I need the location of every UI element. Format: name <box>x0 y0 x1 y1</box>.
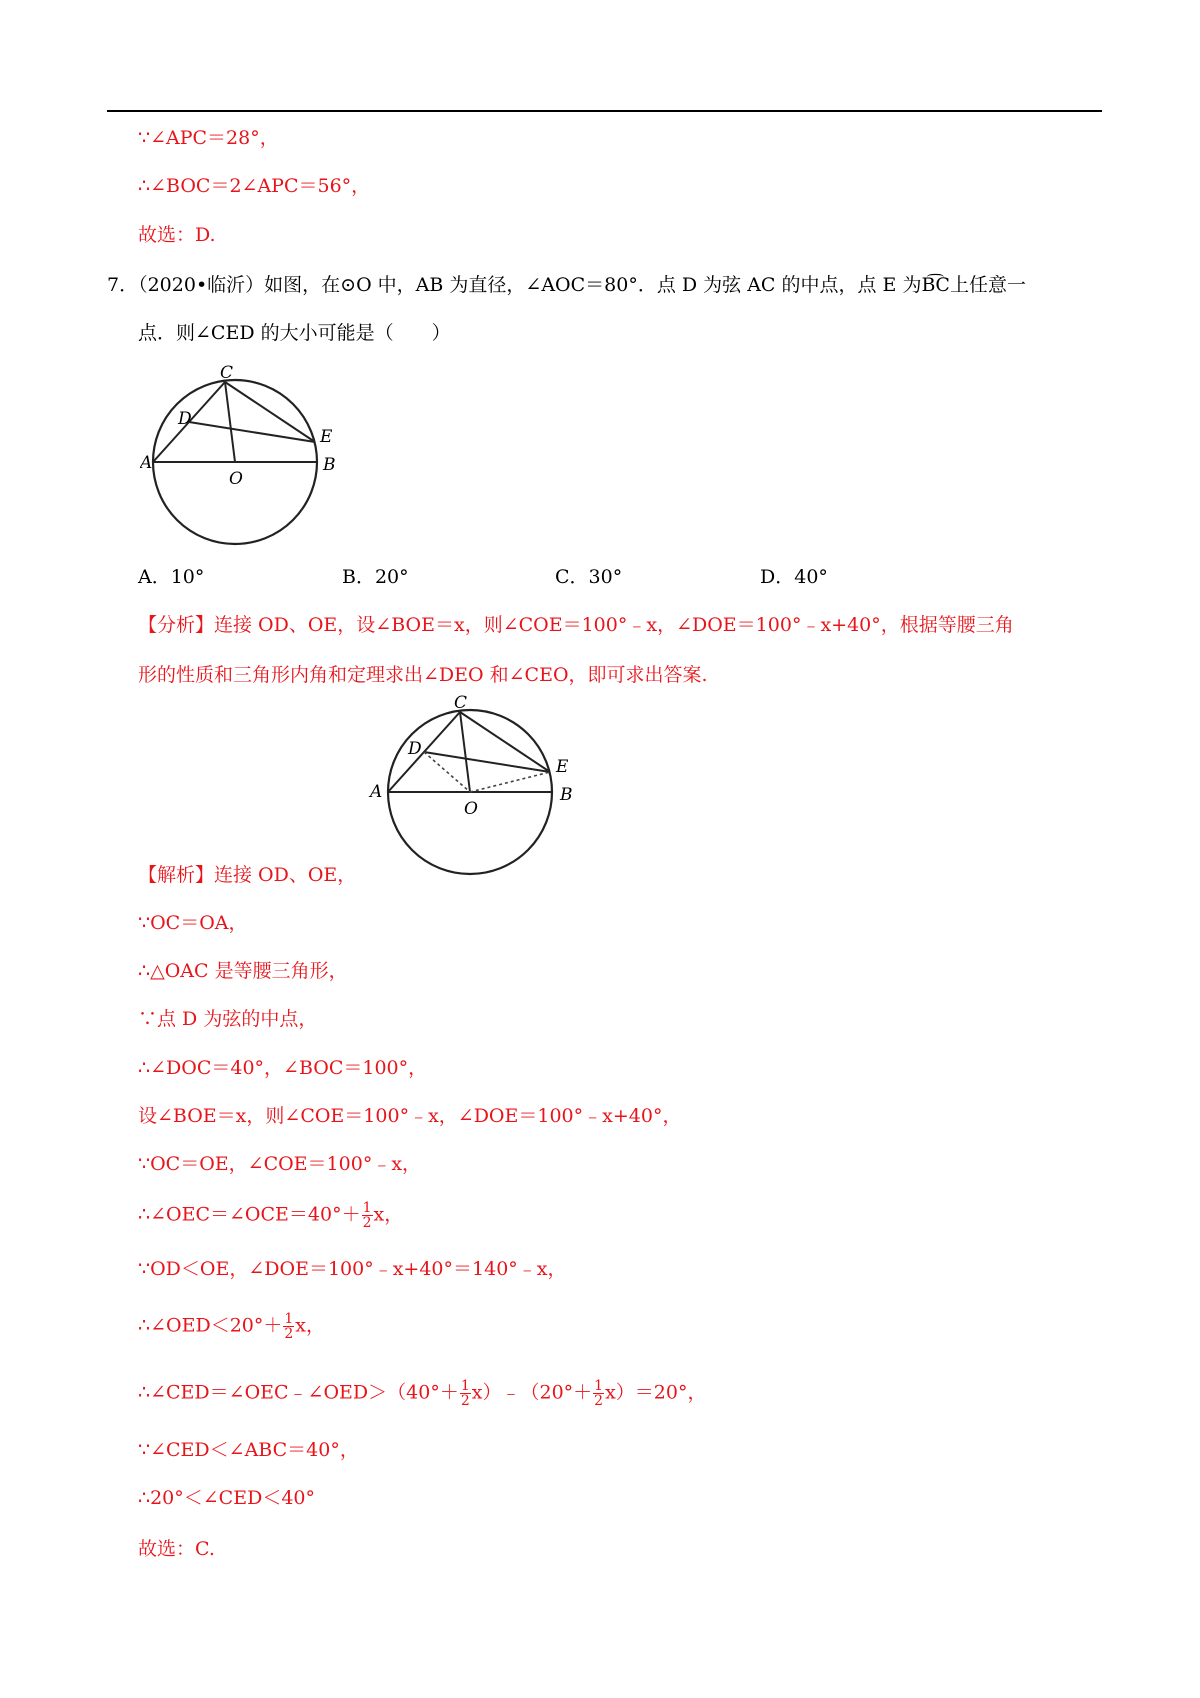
solution-line-7: ∵OC＝OE，∠COE＝100°﹣x， <box>138 1153 422 1175</box>
fraction-denominator: 2 <box>284 1326 294 1342</box>
question-text-line-1: 7．（2020•临沂）如图，在⊙O 中，AB 为直径，∠AOC＝80°．点 D 为弦 AC 的中点，点 E 为B͡C上任意一 <box>107 274 1026 296</box>
fraction-denominator: 2 <box>362 1215 372 1231</box>
solution-line-2: ∵OC＝OA， <box>138 912 248 934</box>
solution-line-13: ∴20°＜∠CED＜40° <box>138 1487 316 1509</box>
option-a: A．10° <box>138 566 205 588</box>
solution-line-11 <box>138 1379 707 1408</box>
solution-line-11-text-b: x）﹣（20°＋ <box>471 1381 593 1404</box>
solution-line-4: ∵点 D 为弦的中点， <box>138 1008 318 1030</box>
figure-label-e: E <box>320 427 333 447</box>
header-rule <box>107 110 1102 112</box>
figure2-label-d: D <box>408 739 422 759</box>
solution-line-1: 【解析】连接 OD、OE， <box>138 864 357 886</box>
fraction-numerator: 1 <box>594 1378 604 1394</box>
solution-line-10 <box>138 1312 325 1341</box>
solution-line-8 <box>138 1201 403 1230</box>
fraction-numerator: 1 <box>362 1200 372 1216</box>
fraction-denominator: 2 <box>460 1393 470 1409</box>
question-text-line-2: 点．则∠CED 的大小可能是（ ） <box>138 322 451 344</box>
figure-label-c: C <box>220 363 234 383</box>
solution-line-12: ∵∠CED＜∠ABC＝40°， <box>138 1439 359 1461</box>
fraction-half <box>283 1312 294 1341</box>
prev-solution-line-2: ∴∠BOC＝2∠APC＝56°， <box>138 175 371 197</box>
solution-answer: 故选：C. <box>138 1538 215 1560</box>
fraction-denominator: 2 <box>594 1393 604 1409</box>
solution-line-3: ∴△OAC 是等腰三角形， <box>138 960 348 982</box>
option-b: B．20° <box>342 566 409 588</box>
fraction-numerator: 1 <box>460 1378 470 1394</box>
fraction-half <box>593 1379 604 1408</box>
figure2-label-c: C <box>454 693 468 713</box>
figure2-label-o: O <box>464 799 478 819</box>
figure2-label-a: A <box>370 782 383 802</box>
figure-label-d: D <box>178 409 192 429</box>
solution-line-8-text-b: x， <box>373 1203 404 1226</box>
fraction-numerator: 1 <box>284 1311 294 1327</box>
solution-line-5: ∴∠DOC＝40°，∠BOC＝100°， <box>138 1057 428 1079</box>
solution-line-10-text-b: x， <box>295 1314 326 1337</box>
figure-label-o: O <box>229 469 243 489</box>
option-c: C．30° <box>555 566 623 588</box>
solution-line-6: 设∠BOE＝x，则∠COE＝100°﹣x，∠DOE＝100°﹣x+40°， <box>138 1105 682 1127</box>
solution-line-11-text-c: x）＝20°， <box>605 1381 707 1404</box>
solution-line-9: ∵OD＜OE，∠DOE＝100°﹣x+40°＝140°﹣x， <box>138 1258 567 1280</box>
prev-solution-answer: 故选：D. <box>138 224 216 246</box>
analysis-figure <box>368 690 588 880</box>
analysis-line-1: 【分析】连接 OD、OE，设∠BOE＝x，则∠COE＝100°﹣x，∠DOE＝100°﹣x+40°，根据等腰三角 <box>138 614 1014 636</box>
fraction-half <box>460 1379 471 1408</box>
question-figure <box>140 362 350 552</box>
figure2-label-e: E <box>556 757 569 777</box>
figure-label-b: B <box>323 455 336 475</box>
prev-solution-line-1: ∵∠APC＝28°， <box>138 127 279 149</box>
option-d: D．40° <box>760 566 828 588</box>
figure-label-a: A <box>140 453 153 473</box>
figure2-label-b: B <box>560 785 573 805</box>
analysis-line-2: 形的性质和三角形内角和定理求出∠DEO 和∠CEO，即可求出答案. <box>138 664 708 686</box>
solution-line-8-text-a: ∴∠OEC＝∠OCE＝40°＋ <box>138 1203 361 1226</box>
solution-line-10-text-a: ∴∠OED＜20°＋ <box>138 1314 283 1337</box>
fraction-half <box>362 1201 373 1230</box>
solution-line-11-text-a: ∴∠CED＝∠OEC﹣∠OED＞（40°＋ <box>138 1381 459 1404</box>
